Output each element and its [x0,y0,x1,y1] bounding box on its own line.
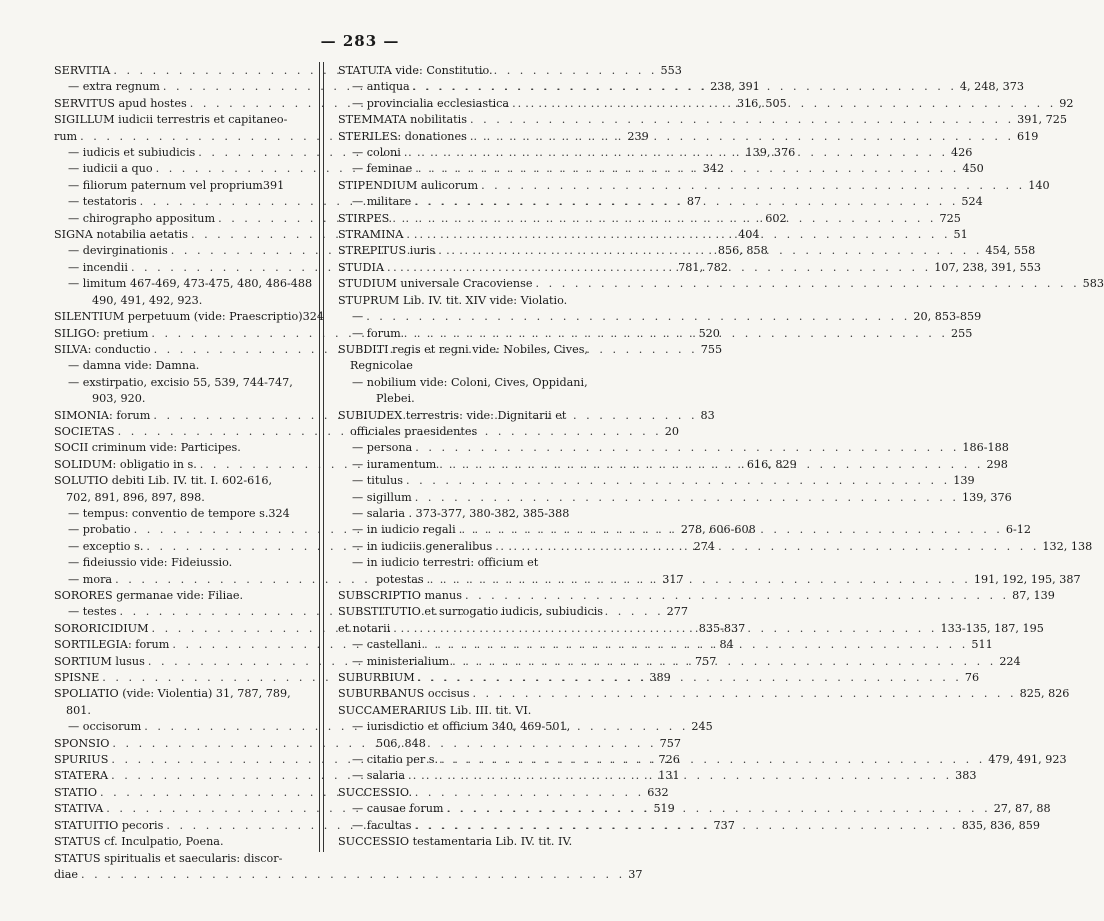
dot-leader [404,145,948,161]
dot-leader [481,178,1025,194]
entry-page-refs: 737 [713,818,735,832]
entry-term: SUBDITI regis et regni vide: Nobiles, Cives, [338,342,588,356]
index-entry [54,112,308,128]
dot-leader [424,637,968,653]
entry-page-refs: 140 [1028,178,1050,192]
entry-page-refs: 726 [658,753,680,767]
index-entry [54,834,308,850]
entry-term: potestas [376,572,424,586]
index-entry-continuation: 903, 920. [92,392,146,406]
entry-page-refs: 511 [971,638,993,652]
entry-term: — fideiussio vide: Fideiussio. [68,556,233,570]
entry-term: SILIGO: pretium [54,326,149,340]
dot-leader [406,473,950,489]
entry-page-refs: 87 [686,195,702,209]
entry-page-refs: 825, 826 [1019,687,1070,701]
entry-term: — citatio per s. [352,753,439,767]
entry-page-refs: 27, 87, 88 [993,802,1051,816]
index-entry [338,276,1104,292]
index-subentry [338,506,590,522]
dot-leader [415,490,959,506]
index-entry [54,473,308,489]
entry-term: SUBURBIUM [338,671,415,685]
entry-term: — castellani [352,638,422,652]
entry-term: — in iudicio terrestri: officium et [352,556,539,570]
entry-term: — chirographo appositum [68,211,216,225]
entry-term: STEMMATA nobilitatis [338,113,467,127]
entry-term: — militare [352,195,412,209]
index-subentry [338,490,1012,506]
entry-term: SUCCAMERARIUS Lib. III. tit. VI. [338,703,532,717]
entry-page-refs: 602 [765,211,787,225]
entry-term: STATIVA [54,802,104,816]
entry-term: — antiqua [352,80,410,94]
entry-page-refs: 519 [653,802,675,816]
entry-term: STIPENDIUM aulicorum [338,178,479,192]
dot-leader [470,129,1014,145]
entry-page-refs: 725 [939,211,961,225]
entry-term: SILVA: conductio [54,342,151,356]
dot-leader [406,227,950,243]
index-subentry [54,375,308,391]
entry-page-refs: 132, 138 [1042,539,1093,553]
entry-term: — damna vide: Damna. [68,359,200,373]
entry-term: STUPRUM Lib. IV. tit. XIV vide: Violatio. [338,293,568,307]
entry-page-refs: 186-188 [962,441,1009,455]
entry-page-refs: 224 [999,654,1021,668]
entry-page-refs: 20, 853-859 [913,310,982,324]
entry-term: SOCII criminum vide: Participes. [54,441,241,455]
index-subentry [54,358,308,374]
entry-page-refs: 632 [647,785,669,799]
dot-leader [459,522,1003,538]
entry-term: rum [54,129,78,143]
entry-term: — nobilium vide: Coloni, Cives, Oppidani, [352,375,588,389]
entry-page-refs: 479, 491, 923 [988,753,1067,767]
index-subentry [54,178,308,194]
entry-term: SIGILLUM iudicii terrestris et capitaneo- [54,113,288,127]
entry-term: — ministerialium [352,654,450,668]
entry-page-refs: 139, 376 [961,490,1012,504]
index-entry [54,440,308,456]
dot-leader [427,572,971,588]
entry-term: et notarii [338,621,391,635]
entry-term: — salaria [352,769,405,783]
entry-term: SUBSTITUTIO et surrogatio iudicis, subiudicis [338,605,604,619]
entry-term: SIGNA notabilia aetatis [54,228,188,242]
entry-term: SUCCESSIO testamentaria Lib. IV. tit. IV. [338,835,573,849]
entry-term: — provincialia ecclesiastica [352,96,510,110]
entry-term: diae [54,867,79,881]
entry-term: — sigillum [352,490,412,504]
entry-page-refs: 426 [951,146,973,160]
dot-leader [472,686,1016,702]
index-subentry [338,375,590,391]
entry-term: — probatio [68,523,131,537]
entry-page-refs: 342 [702,162,725,176]
entry-page-refs: 520 [698,326,720,340]
entry-term: STUDIUM universale Cracoviense [338,277,533,291]
entry-page-refs: 191, 192, 195, 387 [973,572,1081,586]
entry-page-refs: 755 [700,342,723,356]
entry-page-refs: 781, 782 [678,260,728,274]
entry-term: SORORICIDIUM [54,621,149,635]
dot-leader [415,161,959,177]
index-entry [338,63,590,79]
entry-term: SUBSCRIPTIO manus [338,589,462,602]
entry-page-refs: 391 [262,178,285,192]
entry-page-refs: 454, 558 [985,244,1036,258]
entry-term: SPONSIO [54,736,110,750]
entry-term: STATUS spiritualis et saecularis: discor- [54,851,283,865]
dot-leader [413,79,957,95]
entry-term: — iuramentum [352,457,437,471]
entry-term: SIMONIA: forum [54,408,151,422]
index-subentry [54,506,308,522]
entry-term: STRAMINA [338,228,404,242]
entry-page-refs: 383 [955,769,977,783]
entry-page-refs: 757 [695,654,717,668]
entry-term: — salaria . 373-377, 380-382, 385-388 [352,506,570,520]
entry-page-refs: 238, 391 [710,80,760,94]
entry-term: STIRPES [338,211,390,225]
entry-term: SUBIUDEX terrestris: vide: Dignitarii et [338,408,567,422]
entry-term: STUDIA [338,260,385,274]
entry-term: STATUS cf. Inculpatio, Poena. [54,835,224,849]
entry-page-refs: 139 [953,474,975,488]
entry-term: — feminae [352,162,413,176]
entry-term: SPISNE [54,671,100,685]
entry-page-refs: 616, 829 [746,457,797,471]
entry-page-refs: 277 [666,605,688,619]
entry-page-refs: 6-12 [1005,523,1032,537]
index-entry [338,834,590,850]
index-subentry [338,440,1009,456]
entry-term: SUBURBANUS occisus [338,687,470,701]
index-subentry [338,555,590,571]
dot-leader [470,112,1014,128]
dot-leader [439,457,983,473]
entry-page-refs: 20 [664,424,679,438]
entry-term: — [352,310,364,324]
dot-leader [452,654,996,670]
entry-page-refs: 76 [964,671,980,685]
entry-page-refs: 389 [649,671,671,685]
entry-term: — titulus [352,474,404,488]
entry-term: SERVITUS apud hostes [54,96,187,110]
entry-page-refs: 835, 836, 859 [961,818,1040,832]
entry-page-refs: 619 [1017,129,1039,143]
entry-page-refs: 553 [660,64,682,77]
dot-leader [495,539,1039,555]
entry-page-refs: 317 [662,572,684,586]
entry-term: — incendii [68,260,128,274]
index-subentry [338,309,982,325]
dot-leader [404,326,948,342]
entry-term: SORORES germanae vide: Filiae. [54,589,244,602]
entry-term: STERILES: donationes [338,129,467,143]
entry-page-refs: 298 [986,457,1008,471]
dot-leader [441,752,985,768]
entry-page-refs: 255 [950,326,973,340]
dot-leader [408,768,952,784]
entry-term: — in iudiciis generalibus [352,539,493,553]
index-entry-continuation: Plebei. [376,392,415,406]
dot-leader [512,96,1056,112]
entry-term: STREPITUS iuris [338,244,436,258]
dot-leader [447,801,991,817]
entry-page-refs: 856, 858 [717,244,768,258]
index-subentry [54,555,308,571]
entry-page-refs: 131 [658,769,680,783]
entry-page-refs: 450 [962,162,984,176]
entry-page-refs: 84 [719,638,734,652]
index-entry [338,342,590,358]
entry-term: — in iudicio regali [352,523,456,537]
index-entry [338,604,604,620]
entry-term: — occisorum [68,720,142,734]
entry-term: STATERA [54,769,109,783]
dot-leader [415,818,959,834]
index-entry [54,686,308,702]
index-entry [54,588,308,604]
dot-leader [366,309,910,325]
entry-page-refs: 245 [691,720,713,734]
index-entry-continuation: officiales praesidentes [350,424,478,438]
entry-term: SERVITIA [54,64,111,77]
index-entry-continuation: 801. [66,703,91,717]
entry-term: — facultas [352,818,412,832]
index-entry [338,408,590,424]
entry-term: STATUITIO pecoris [54,818,164,832]
entry-page-refs: 324 [268,506,290,520]
entry-term: — devirginationis [68,244,168,258]
dot-leader [438,243,982,259]
index-entry [338,703,590,719]
index-subentry [54,276,313,292]
entry-term: — extra regnum [68,80,160,94]
entry-term: SPOLIATIO (vide: Violentia) 31, 787, 789, [54,687,291,701]
index-entry-continuation: 490, 491, 492, 923. [92,293,203,307]
index-entry-continuation: 506, 848 [376,736,426,750]
page-number: — 283 — [320,32,400,50]
index-entry [54,867,643,883]
index-entry-continuation: 702, 891, 896, 897, 898. [66,490,205,504]
entry-page-refs: 87, 139 [1012,589,1055,602]
entry-term: SPURIUS [54,753,109,767]
dot-leader [81,867,625,883]
entry-term: — causae forum [352,802,444,816]
entry-term: STATIO [54,785,98,799]
index-entry-continuation: Regnicolae [350,359,413,373]
dot-leader [392,211,936,227]
entry-page-refs: 524 [961,195,983,209]
entry-term: — mora [68,572,113,586]
entry-term: — testatoris [68,195,137,209]
entry-page-refs: 324 [302,310,324,324]
entry-page-refs: 239 [627,129,649,143]
entry-term: — testes [68,605,117,619]
entry-term: SORTIUM lusus [54,654,145,668]
index-entry [338,686,1070,702]
entry-term: SOCIETAS [54,424,115,438]
entry-term: — filiorum paternum vel proprium [68,178,263,192]
entry-term: — exstirpatio, excisio 55, 539, 744-747, [68,375,293,389]
entry-term: SILENTIUM perpetuum (vide: Praescriptio) [54,310,303,324]
entry-page-refs: 92 [1059,96,1074,110]
entry-term: STATUTA vide: Constitutio. [338,64,493,77]
index-subentry [338,719,590,735]
entry-page-refs: 4, 248, 373 [959,80,1024,94]
entry-page-refs: 139, 376 [745,146,796,160]
dot-leader [387,260,931,276]
index-entry [338,588,1055,604]
entry-term: SUCCESSIO. [338,785,413,799]
entry-term: — iurisdictio et officium 340, 469-501, [352,720,571,734]
dot-leader [465,588,1009,604]
index-entry [54,309,324,325]
dot-leader [414,194,958,210]
entry-term: — iudicis et subiudicis [68,146,196,160]
entry-page-refs: 83 [700,408,715,422]
entry-term: SOLUTIO debiti Lib. IV. tit. I. 602-616, [54,474,273,488]
entry-page-refs: 316, 505 [736,96,787,110]
dot-leader [415,440,959,456]
entry-term: — persona [352,441,413,455]
index-entry [54,851,308,867]
dot-leader [418,670,962,686]
dot-leader [393,621,937,637]
index-subentry [338,473,975,489]
entry-term: SORTILEGIA: forum [54,638,170,652]
index-entry [338,293,590,309]
entry-page-refs: 274 [693,539,715,553]
entry-page-refs: 133-135, 187, 195 [940,621,1044,635]
entry-term: — exceptio s. [68,539,144,553]
index-entry [338,112,1067,128]
entry-page-refs: 37 [628,867,643,881]
index-entry [338,178,1050,194]
index-entry [338,785,590,801]
entry-page-refs: 757 [659,736,681,750]
entry-term: — coloni [352,146,401,160]
entry-page-refs: 583 [1082,277,1104,291]
entry-term: — forum [352,326,401,340]
entry-page-refs: 835-837 [698,621,746,635]
entry-page-refs: 51 [953,228,968,242]
entry-page-refs: 107, 238, 391, 553 [934,260,1041,274]
entry-page-refs: 404 [738,228,760,242]
dot-leader [536,276,1080,292]
entry-page-refs: 391, 725 [1017,113,1067,127]
entry-term: — tempus: conventio de tempore s. [68,506,269,520]
entry-term: — limitum 467-469, 473-475, 480, 486-488 [68,277,313,291]
entry-page-refs: 278, 606-608 [680,523,756,537]
entry-term: SOLIDUM: obligatio in s. [54,457,197,471]
entry-term: — iudicii a quo [68,162,153,176]
